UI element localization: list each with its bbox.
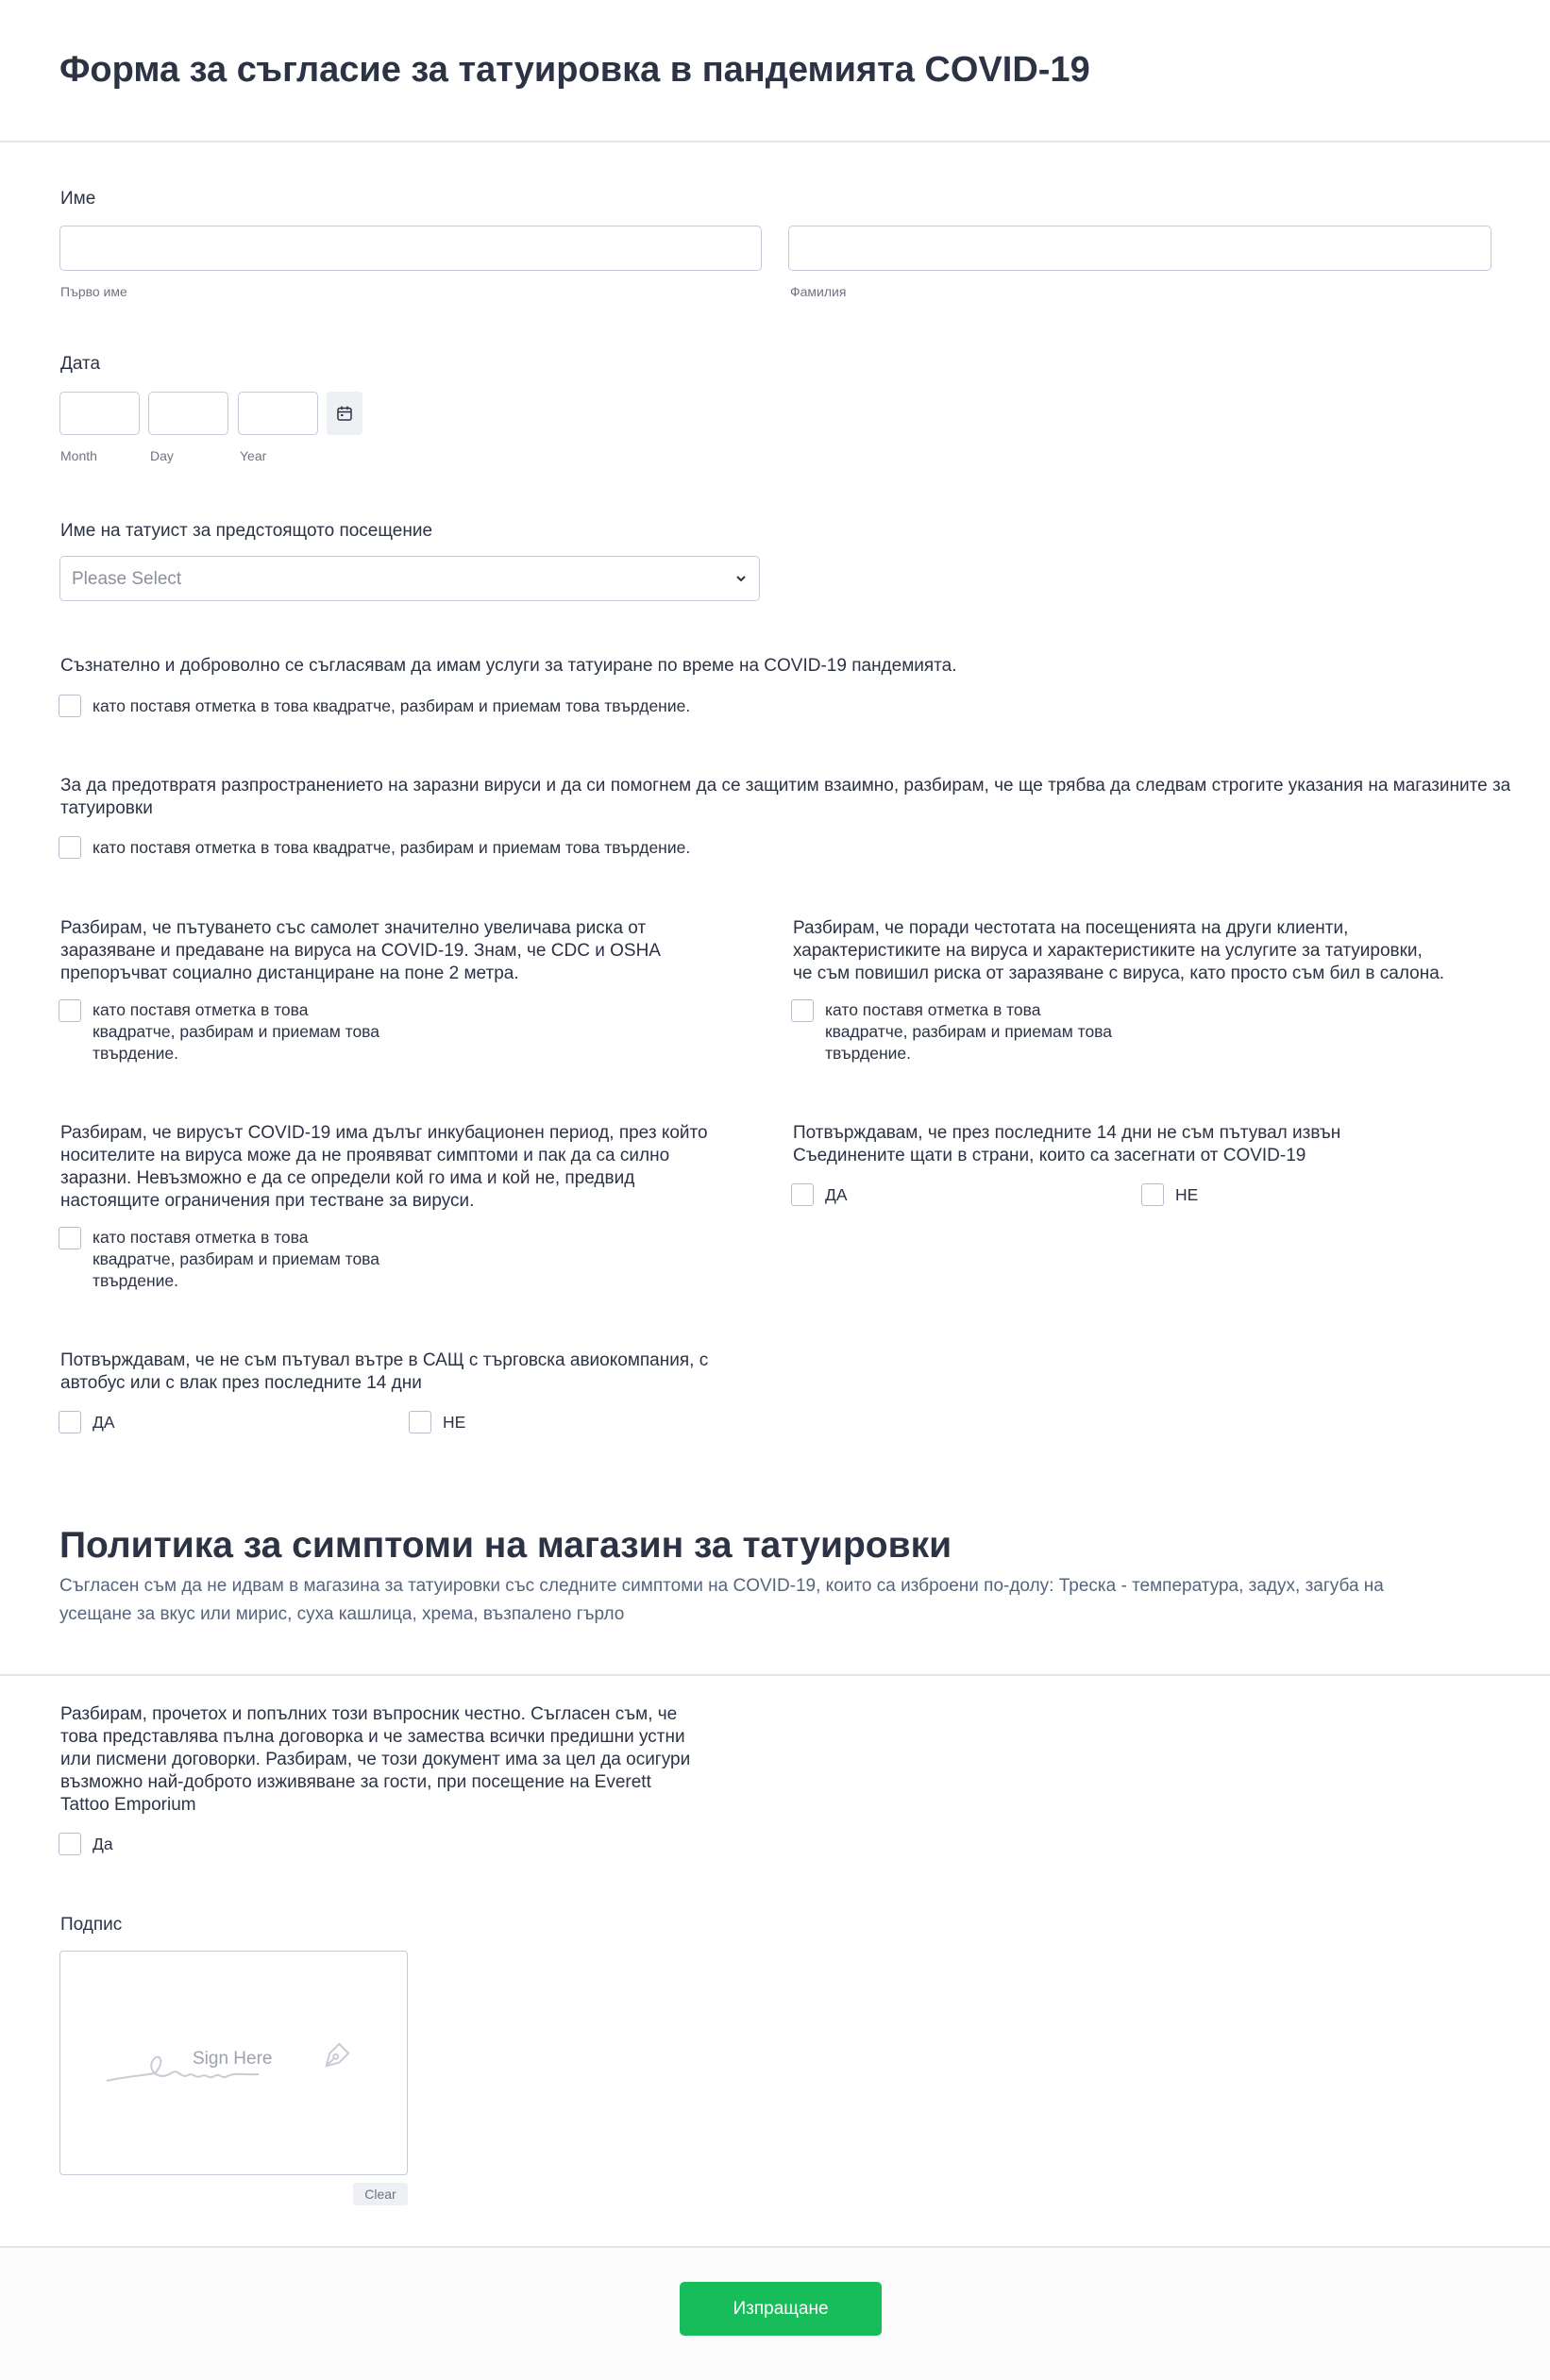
q6-no-checkbox[interactable]: [1141, 1183, 1164, 1206]
q8-option-label: Да: [93, 1835, 113, 1853]
artist-label: Име на татуист за предстоящото посещение: [60, 521, 433, 541]
q3-option-line1: като поставя отметка в това: [93, 1000, 309, 1019]
q8-line4: възможно най-доброто изживяване за гости, при посещение на Everett: [60, 1772, 651, 1792]
q6-yes-checkbox[interactable]: [791, 1183, 814, 1206]
first-name-sublabel: Първо име: [60, 284, 127, 299]
q7-yes-checkbox[interactable]: [59, 1411, 81, 1433]
q6-no-label: НЕ: [1175, 1185, 1199, 1204]
section-description-line1: Съгласен съм да не идвам в магазина за татуировки със следните симптоми на COVID-19, които са изброени по-долу: Треска - температура, задух, загуба на: [59, 1576, 1384, 1596]
q8-line5: Tattoo Emporium: [60, 1795, 196, 1815]
q4-line1: Разбирам, че поради честотата на посещенията на други клиенти,: [793, 918, 1349, 938]
q5-line1: Разбирам, че вирусът COVID-19 има дълъг инкубационен период, през който: [60, 1123, 708, 1143]
submit-button[interactable]: Изпращане: [680, 2282, 882, 2336]
q2-option-label: като поставя отметка в това квадратче, разбирам и приемам това твърдение.: [93, 838, 691, 857]
q3-line3: препоръчват социално дистанциране на поне 2 метра.: [60, 964, 519, 983]
month-input[interactable]: [59, 392, 140, 435]
q3-option-line3: твърдение.: [93, 1044, 178, 1063]
q8-line1: Разбирам, прочетох и попълних този въпросник честно. Съгласен съм, че: [60, 1704, 678, 1724]
signature-placeholder: Sign Here: [193, 2049, 273, 2069]
q4-line3: че съм повишил риска от заразяване с вируса, като просто съм бил в салона.: [793, 964, 1445, 983]
name-label: Име: [60, 189, 96, 209]
q7-no-label: НЕ: [443, 1413, 466, 1432]
q3-line2: заразяване и предаване на вируса на COVID-19. Знам, че CDC и OSHA: [60, 941, 661, 961]
q3-line1: Разбирам, че пътуването със самолет значително увеличава риска от: [60, 918, 647, 938]
date-label: Дата: [60, 354, 101, 374]
q8-line2: това представлява пълна договорка и че замества всички предишни устни: [60, 1727, 685, 1747]
q8-line3: или писмени договорки. Разбирам, че този документ има за цел да осигури: [60, 1750, 691, 1769]
section-description: [59, 1572, 1494, 1629]
section-title: Политика за симптоми на магазин за татуировки: [59, 1525, 952, 1566]
first-name-input[interactable]: [59, 226, 762, 271]
q5-line4: настоящите ограничения при тестване за вируси.: [60, 1191, 475, 1211]
section-description-line2: усещане за вкус или мирис, суха кашлица, хрема, възпалено гърло: [59, 1604, 625, 1624]
footer-divider: [0, 2246, 1550, 2248]
year-input[interactable]: [238, 392, 318, 435]
clear-signature-button[interactable]: Clear: [353, 2183, 408, 2205]
year-sublabel: Year: [240, 448, 267, 463]
q1-option-label: като поставя отметка в това квадратче, разбирам и приемам това твърдение.: [93, 696, 691, 715]
header-divider: [0, 141, 1550, 142]
q7-yes-label: ДА: [93, 1413, 115, 1432]
q5-option-line2: квадратче, разбирам и приемам това: [93, 1249, 380, 1268]
section-divider: [0, 1674, 1550, 1676]
q6-line2: Съединените щати в страни, които са засегнати от COVID-19: [793, 1146, 1306, 1165]
q5-option-line1: като поставя отметка в това: [93, 1228, 309, 1247]
last-name-sublabel: Фамилия: [790, 284, 847, 299]
q4-checkbox[interactable]: [791, 999, 814, 1022]
q4-line2: характеристиките на вируса и характеристиките на услугите за татуировки,: [793, 941, 1423, 961]
q5-checkbox[interactable]: [59, 1227, 81, 1249]
q2-checkbox[interactable]: [59, 836, 81, 859]
q5-line2: носителите на вируса може да не проявяват симптоми и пак да са силно: [60, 1146, 670, 1165]
q2-text: За да предотвратя разпространението на заразни вируси и да си помогнем да се защитим взаимно, разбирам, че ще трябва да следвам строгите указания на магазините за татуировки: [60, 776, 1511, 818]
day-sublabel: Day: [150, 448, 174, 463]
artist-select[interactable]: [59, 556, 760, 601]
last-name-input[interactable]: [788, 226, 1491, 271]
q3-checkbox[interactable]: [59, 999, 81, 1022]
q1-text: Съзнателно и доброволно се съгласявам да имам услуги за татуиране по време на COVID-19 пандемията.: [60, 656, 957, 676]
q6-yes-label: ДА: [825, 1185, 848, 1204]
pen-nib-icon: [317, 2039, 353, 2075]
q5-option-line3: твърдение.: [93, 1271, 178, 1290]
q4-option-line3: твърдение.: [825, 1044, 911, 1063]
q5-line3: заразни. Невъзможно е да се определи кой го има и кой не, предвид: [60, 1168, 635, 1188]
calendar-icon: [336, 405, 353, 422]
calendar-button[interactable]: [327, 392, 362, 435]
q1-checkbox[interactable]: [59, 695, 81, 717]
month-sublabel: Month: [60, 448, 97, 463]
q4-option-line1: като поставя отметка в това: [825, 1000, 1041, 1019]
page-title: Форма за съгласие за татуировка в пандемията COVID-19: [59, 50, 1090, 90]
day-input[interactable]: [148, 392, 228, 435]
signature-pad[interactable]: [59, 1951, 408, 2175]
signature-label: Подпис: [60, 1915, 123, 1935]
q6-line1: Потвърждавам, че през последните 14 дни не съм пътувал извън: [793, 1123, 1341, 1143]
q3-option-line2: квадратче, разбирам и приемам това: [93, 1022, 380, 1041]
q7-line1: Потвърждавам, че не съм пътувал вътре в САЩ с търговска авиокомпания, с: [60, 1350, 709, 1370]
artist-select-placeholder: Please Select: [72, 569, 182, 589]
q7-line2: автобус или с влак през последните 14 дни: [60, 1373, 422, 1393]
q7-no-checkbox[interactable]: [409, 1411, 431, 1433]
q4-option-line2: квадратче, разбирам и приемам това: [825, 1022, 1113, 1041]
q8-checkbox[interactable]: [59, 1833, 81, 1855]
chevron-down-icon: [734, 572, 748, 585]
